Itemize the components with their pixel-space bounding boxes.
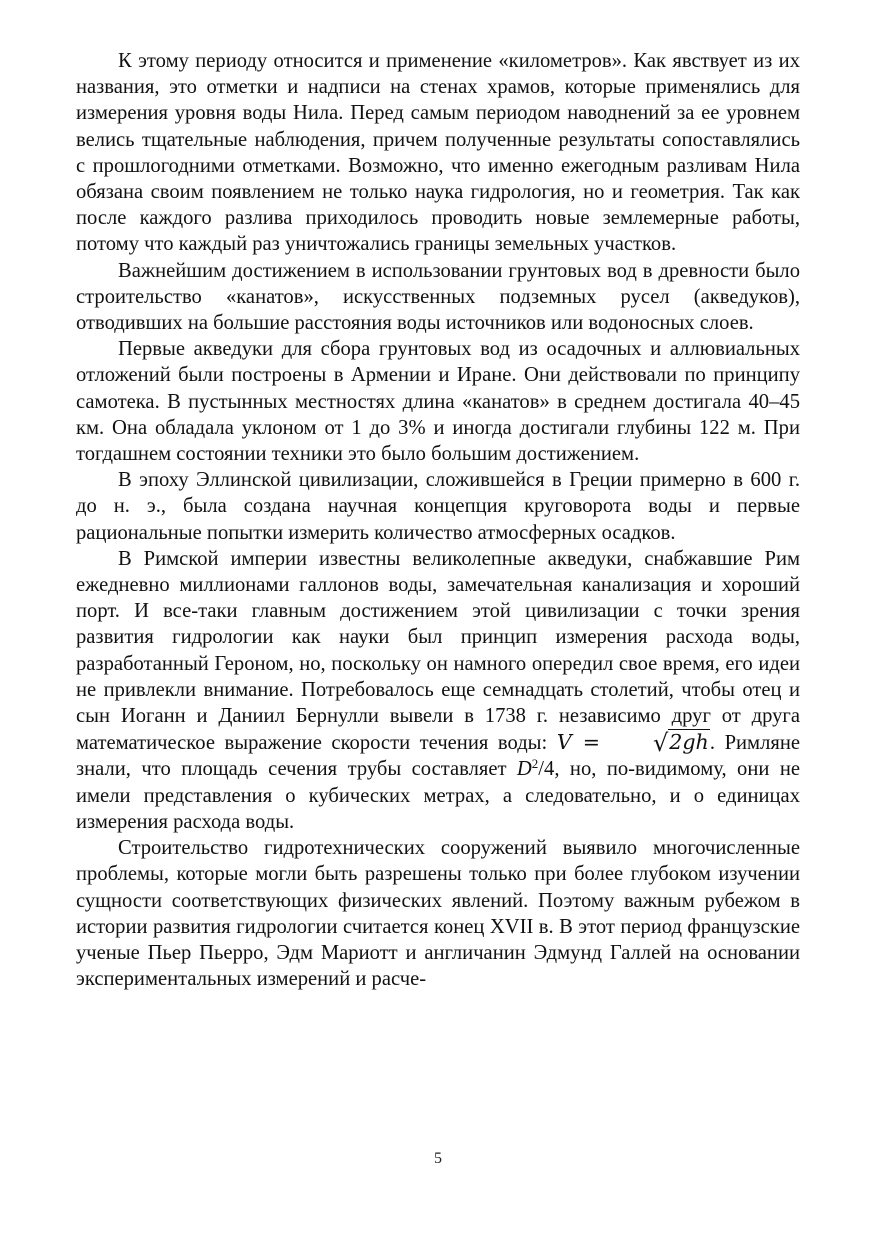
- formula-lhs: V =: [556, 730, 611, 755]
- paragraph-hydraulic-structures: Строительство гидротехнических сооружений выявило многочисленные проблемы, которые могли быть разрешены только при более глубоком изучении сущности соответствующих физических явлений. Поэтому важным рубежом в истории развития гидрологии считается конец XVII в. В этот период французские ученые Пьер Пьерро, Эдм Мариотт и англичанин Эдмунд Галлей на основании экспериментальных измерений и расче-: [76, 837, 800, 991]
- roman-text-before: В Римской империи известны великолепные акведуки, снабжавшие Рим ежедневно миллионами галлонов воды, замечательная канализация и хороший порт. И все-таки главным достижением этой цивилизации с точки зрения развития гидрологии как науки был принцип измерения расхода воды, разработанный Героном, но, поскольку он намного опередил свое время, его идеи не привлекли внимание. Потребовалось еще семнадцать столетий, чтобы отец и сын Иоганн и Даниил Бернулли вывели в 1738 г. независимо друг от друга математическое выражение скорости течения воды:: [76, 547, 800, 755]
- page-body: [76, 48, 800, 992]
- paragraph-hellenic: В эпоху Эллинской цивилизации, сложившейся в Греции примерно в 600 г. до н. э., была создана научная концепция круговорота воды и первые рациональные попытки измерить количество атмосферных осадков.: [76, 469, 800, 544]
- sqrt-expression: [611, 729, 710, 756]
- roman-text-middle: . Римляне знали, что площадь сечения трубы составляет: [76, 732, 800, 781]
- paragraph-roman: [76, 546, 800, 835]
- paragraph-kilometers: К этому периоду относится и применение «километров». Как явствует из их названия, это отметки и надписи на стенах храмов, которые применялись для измерения уровня воды Нила. Перед самым периодом наводнений за ее уровнем велись тщательные наблюдения, причем полученные результаты сопоставлялись с прошлогодними отметками. Возможно, что именно ежегодным разливам Нила обязана своим появлением не только наука гидрология, но и геометрия. Так как после каждого разлива приходилось проводить новые землемерные работы, потому что каждый раз уничтожались границы земельных участков.: [76, 50, 800, 256]
- roman-text-after: , но, по-видимому, они не имели представления о кубических метрах, а следовательно, и о единицах измерения расхода воды.: [76, 758, 800, 833]
- area-rest: /4: [538, 758, 555, 781]
- area-exponent: 2: [531, 756, 539, 772]
- area-variable: D: [516, 758, 532, 781]
- sqrt-symbol: √: [652, 729, 669, 758]
- paragraph-kanaty: Важнейшим достижением в использовании грунтовых вод в древности было строительство «канатов», искусственных подземных русел (акведуков), отводивших на большие расстояния воды источников или водоносных слоев.: [76, 259, 800, 335]
- paragraph-aqueducts: Первые акведуки для сбора грунтовых вод из осадочных и аллювиальных отложений были построены в Армении и Иране. Они действовали по принципу самотека. В пустынных местностях длина «канатов» в среднем достигала 40–45 км. Она обладала уклоном от 1 до 3% и иногда достигали глубины 122 м. При тогдашнем состоянии техники это было большим достижением.: [76, 338, 800, 466]
- formula-radicand: 2gh: [669, 730, 709, 755]
- page-number: 5: [434, 1150, 442, 1167]
- bernoulli-formula: [556, 729, 710, 758]
